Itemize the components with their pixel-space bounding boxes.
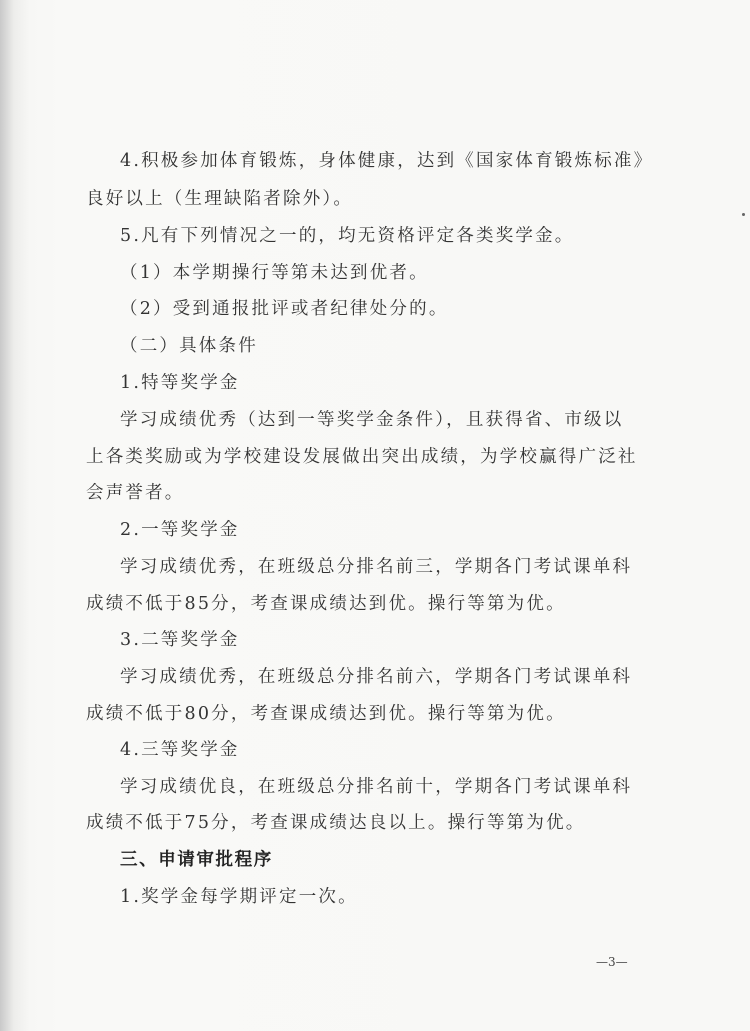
subsection-heading: 1.特等奖学金 — [120, 373, 240, 393]
text-line: 4.积极参加体育锻炼，身体健康，达到《国家体育锻炼标准》 — [120, 151, 654, 171]
text-line: （2）受到通报批评或者纪律处分的。 — [120, 299, 449, 319]
page-number: —3— — [596, 955, 628, 969]
section-heading: 三、申请审批程序 — [120, 850, 273, 870]
section-heading: （二）具体条件 — [120, 336, 258, 356]
text-line: 学习成绩优秀（达到一等奖学金条件），且获得省、市级以 — [120, 410, 624, 430]
text-line: 会声誉者。 — [86, 483, 185, 503]
text-line: 成绩不低于75分，考查课成绩达良以上。操行等第为优。 — [86, 813, 586, 833]
subsection-heading: 2.一等奖学金 — [120, 520, 240, 540]
subsection-heading: 3.二等奖学金 — [120, 630, 240, 650]
text-line: 良好以上（生理缺陷者除外）。 — [86, 189, 354, 209]
subsection-heading: 4.三等奖学金 — [120, 740, 240, 760]
text-line: （1）本学期操行等第未达到优者。 — [120, 263, 429, 283]
text-line: 上各类奖励或为学校建设发展做出突出成绩，为学校赢得广泛社 — [86, 447, 638, 467]
scan-speck — [742, 213, 745, 216]
text-line: 成绩不低于85分，考查课成绩达到优。操行等第为优。 — [86, 594, 566, 614]
text-line: 1.奖学金每学期评定一次。 — [120, 887, 358, 907]
text-line: 学习成绩优秀，在班级总分排名前三，学期各门考试课单科 — [120, 557, 633, 577]
text-line: 学习成绩优秀，在班级总分排名前六，学期各门考试课单科 — [120, 667, 633, 687]
text-line: 学习成绩优良，在班级总分排名前十，学期各门考试课单科 — [120, 777, 633, 797]
text-line: 5.凡有下列情况之一的，均无资格评定各类奖学金。 — [120, 226, 575, 246]
text-line: 成绩不低于80分，考查课成绩达到优。操行等第为优。 — [86, 704, 566, 724]
